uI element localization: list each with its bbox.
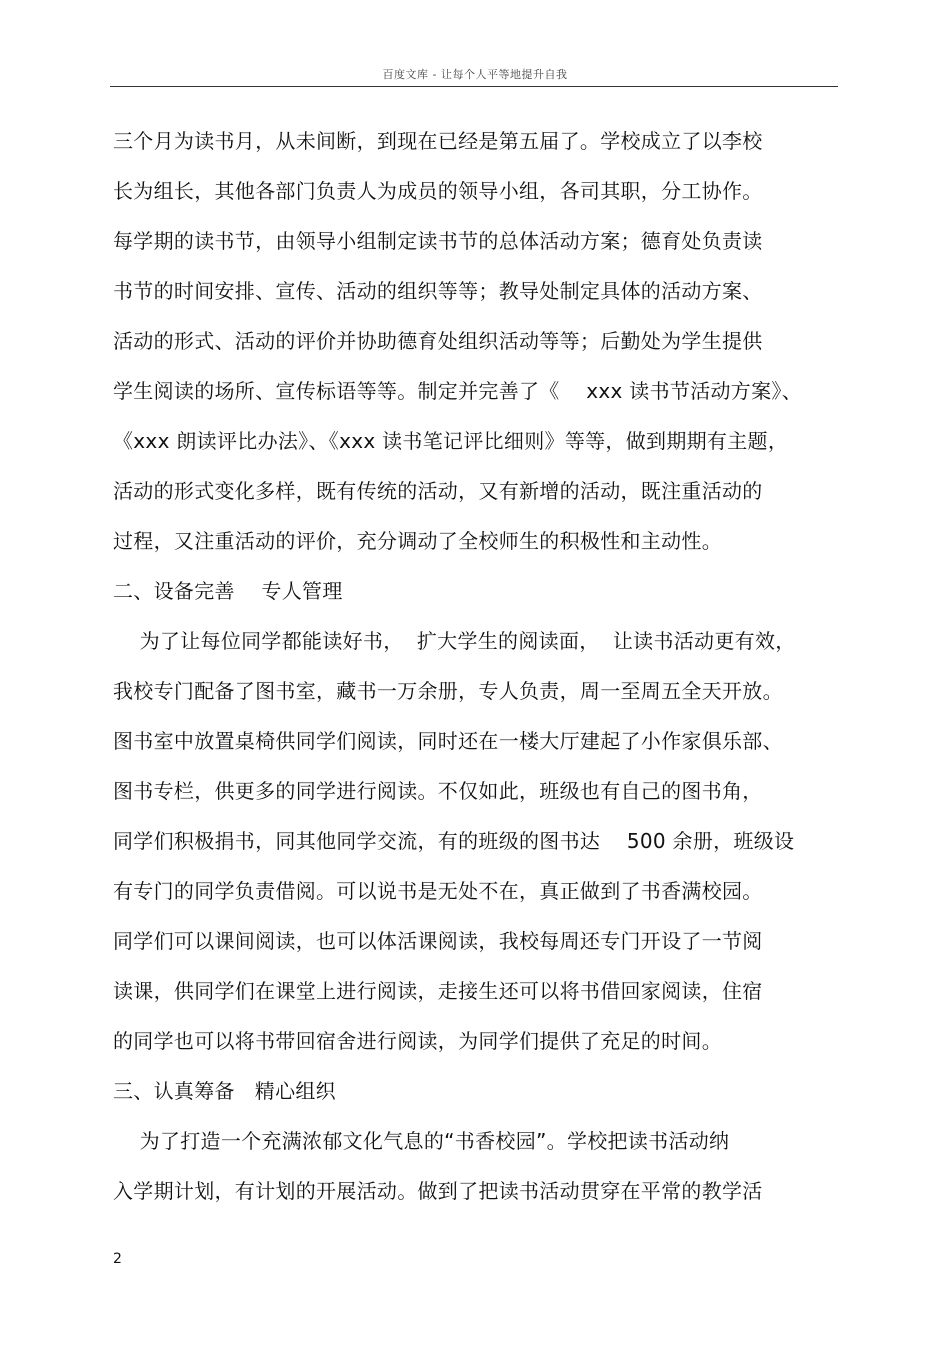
text-line: 三个月为读书月，从未间断，到现在已经是第五届了。学校成立了以李校 — [113, 129, 763, 153]
text-line: 书节的时间安排、宣传、活动的组织等等；教导处制定具体的活动方案、 — [113, 279, 763, 303]
text-line: 入学期计划，有计划的开展活动。做到了把读书活动贯穿在平常的教学活 — [113, 1179, 763, 1203]
header-divider — [110, 86, 838, 87]
text-line: 为了打造一个充满浓郁文化气息的“书香校园”。学校把读书活动纳 — [113, 1129, 730, 1153]
text-line: 过程，又注重活动的评价，充分调动了全校师生的积极性和主动性。 — [113, 529, 722, 553]
text-line: 活动的形式变化多样，既有传统的活动，又有新增的活动，既注重活动的 — [113, 479, 763, 503]
text-line: 学生阅读的场所、宣传标语等等。制定并完善了《 xxx 读书节活动方案》、 — [113, 379, 802, 403]
text-line: 《xxx 朗读评比办法》、《xxx 读书笔记评比细则》等等，做到期期有主题， — [113, 429, 789, 453]
text-line: 每学期的读书节，由领导小组制定读书节的总体活动方案；德育处负责读 — [113, 229, 763, 253]
text-line: 我校专门配备了图书室，藏书一万余册，专人负责，周一至周五全天开放。 — [113, 679, 783, 703]
text-line: 长为组长，其他各部门负责人为成员的领导小组，各司其职，分工协作。 — [113, 179, 763, 203]
text-line: 同学们积极捐书，同其他同学交流，有的班级的图书达 500 余册，班级设 — [113, 829, 795, 853]
text-line: 图书专栏，供更多的同学进行阅读。不仅如此，班级也有自己的图书角， — [113, 779, 763, 803]
text-line: 读课，供同学们在课堂上进行阅读，走接生还可以将书借回家阅读，住宿 — [113, 979, 763, 1003]
section-heading: 三、认真筹备 精心组织 — [113, 1079, 336, 1103]
text-line: 的同学也可以将书带回宿舍进行阅读，为同学们提供了充足的时间。 — [113, 1029, 722, 1053]
text-line: 图书室中放置桌椅供同学们阅读，同时还在一楼大厅建起了小作家俱乐部、 — [113, 729, 783, 753]
text-line: 有专门的同学负责借阅。可以说书是无处不在，真正做到了书香满校园。 — [113, 879, 763, 903]
text-line: 同学们可以课间阅读，也可以体活课阅读，我校每周还专门开设了一节阅 — [113, 929, 763, 953]
text-line: 为了让每位同学都能读好书， 扩大学生的阅读面， 让读书活动更有效， — [113, 629, 796, 653]
text-line: 活动的形式、活动的评价并协助德育处组织活动等等；后勤处为学生提供 — [113, 329, 763, 353]
page-number: 2 — [113, 1251, 122, 1267]
section-heading: 二、设备完善 专人管理 — [113, 579, 343, 603]
page-header: 百度文库 - 让每个人平等地提升自我 — [382, 68, 568, 81]
document-body — [113, 121, 838, 1221]
